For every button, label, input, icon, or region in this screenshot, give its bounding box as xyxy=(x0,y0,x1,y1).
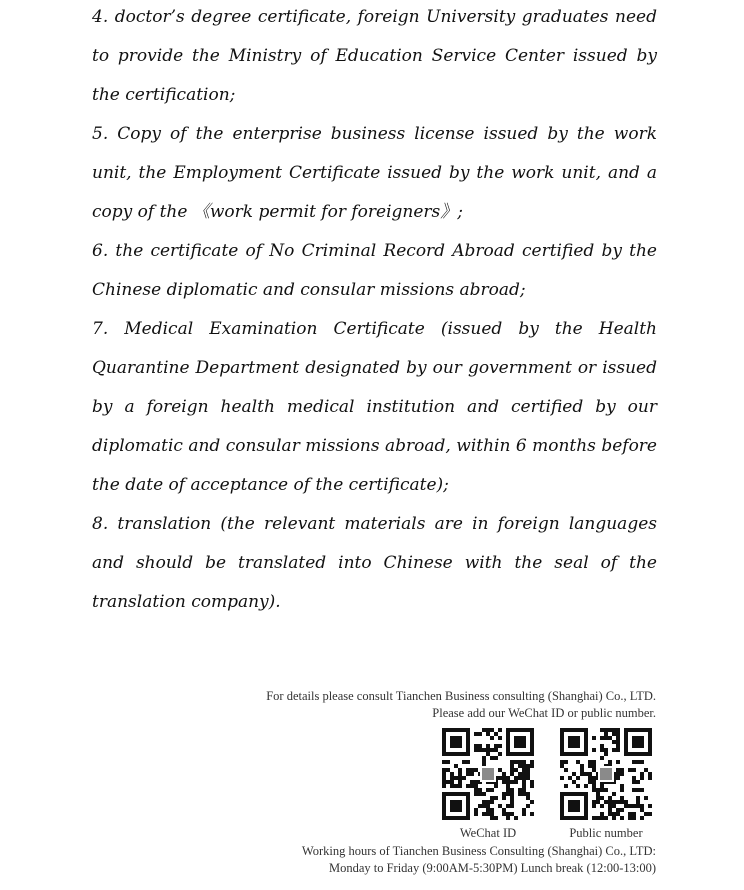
qr-codes xyxy=(442,728,652,841)
public-number-qr-code-icon[interactable] xyxy=(560,728,652,820)
public-qr-label: Public number xyxy=(569,826,643,840)
list-item-4: 4. doctor’s degree certificate, foreign University graduates need to provide the Ministry of Education Service Center issued by the certification; xyxy=(92,7,657,105)
contact-line-1: For details please consult Tianchen Business consulting (Shanghai) Co., LTD. xyxy=(266,689,656,703)
list-item-5: 5. Copy of the enterprise business license issued by the work unit, the Employment Certificate issued by the work unit, and a copy of the 《work permit for foreigners》; xyxy=(92,124,657,222)
contact-line-2: Please add our WeChat ID or public number. xyxy=(432,706,656,720)
list-item-6: 6. the certificate of No Criminal Record Abroad certified by the Chinese diplomatic and consular missions abroad; xyxy=(92,241,657,300)
working-hours xyxy=(302,843,656,877)
public-qr-block xyxy=(560,728,652,841)
contact-info xyxy=(196,688,656,722)
working-hours-line-1: Working hours of Tianchen Business Consulting (Shanghai) Co., LTD: xyxy=(301,844,656,858)
wechat-qr-block xyxy=(442,728,534,841)
working-hours-line-2: Monday to Friday (9:00AM-5:30PM) Lunch break (12:00-13:00) xyxy=(328,861,656,875)
list-item-8: 8. translation (the relevant materials are in foreign languages and should be translated into Chinese with the seal of the translation company). xyxy=(92,514,657,612)
requirements-list xyxy=(92,0,657,622)
wechat-qr-label: WeChat ID xyxy=(459,826,517,840)
wechat-qr-code-icon[interactable] xyxy=(442,728,534,820)
list-item-7: 7. Medical Examination Certificate (issued by the Health Quarantine Department designated by our government or issued by a foreign health medical institution and certified by our diplomatic and consular missions abroad, within 6 months before the date of acceptance of the certificate); xyxy=(92,319,657,495)
